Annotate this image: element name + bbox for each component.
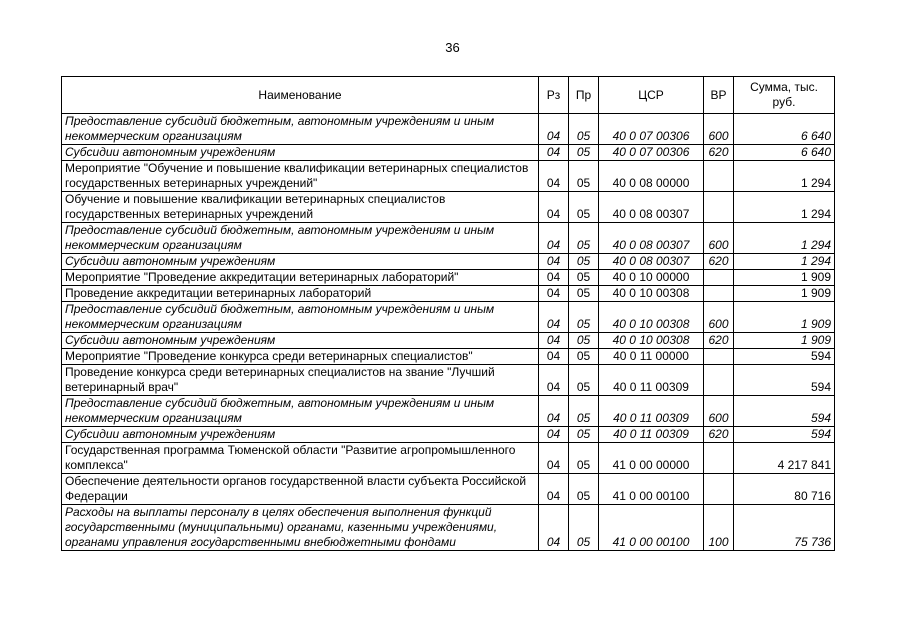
cell-sum: 594 xyxy=(734,396,835,427)
cell-rz: 04 xyxy=(539,223,569,254)
cell-name: Субсидии автономным учреждениям xyxy=(62,145,539,161)
cell-rz: 04 xyxy=(539,333,569,349)
cell-csr: 40 0 08 00307 xyxy=(599,223,704,254)
cell-vr: 620 xyxy=(704,333,734,349)
table-row xyxy=(62,223,835,254)
cell-name: Мероприятие "Проведение конкурса среди ветеринарных специалистов" xyxy=(62,349,539,365)
cell-vr xyxy=(704,286,734,302)
cell-rz: 04 xyxy=(539,286,569,302)
table-row xyxy=(62,270,835,286)
cell-rz: 04 xyxy=(539,505,569,551)
table-row xyxy=(62,365,835,396)
cell-rz: 04 xyxy=(539,396,569,427)
cell-csr: 40 0 07 00306 xyxy=(599,114,704,145)
cell-vr: 600 xyxy=(704,302,734,333)
cell-vr xyxy=(704,161,734,192)
cell-rz: 04 xyxy=(539,254,569,270)
header-rz: Рз xyxy=(539,77,569,114)
cell-name: Проведение аккредитации ветеринарных лабораторий xyxy=(62,286,539,302)
cell-csr: 41 0 00 00100 xyxy=(599,474,704,505)
cell-csr: 40 0 11 00309 xyxy=(599,365,704,396)
cell-vr xyxy=(704,443,734,474)
cell-csr: 40 0 11 00309 xyxy=(599,396,704,427)
cell-pr: 05 xyxy=(569,505,599,551)
cell-csr: 40 0 10 00308 xyxy=(599,302,704,333)
cell-rz: 04 xyxy=(539,349,569,365)
cell-pr: 05 xyxy=(569,349,599,365)
cell-name: Субсидии автономным учреждениям xyxy=(62,427,539,443)
cell-sum: 1 294 xyxy=(734,254,835,270)
cell-pr: 05 xyxy=(569,270,599,286)
cell-pr: 05 xyxy=(569,396,599,427)
cell-name: Субсидии автономным учреждениям xyxy=(62,254,539,270)
cell-sum: 1 294 xyxy=(734,192,835,223)
table-row xyxy=(62,161,835,192)
cell-vr: 600 xyxy=(704,114,734,145)
cell-csr: 40 0 11 00309 xyxy=(599,427,704,443)
cell-pr: 05 xyxy=(569,286,599,302)
cell-pr: 05 xyxy=(569,145,599,161)
table-row xyxy=(62,396,835,427)
cell-name: Расходы на выплаты персоналу в целях обеспечения выполнения функций государственными (муниципальными) органами, казенными учреждениями, органами управления государственными внебюджетными фондами xyxy=(62,505,539,551)
cell-sum: 1 294 xyxy=(734,223,835,254)
cell-sum: 75 736 xyxy=(734,505,835,551)
header-vr: ВР xyxy=(704,77,734,114)
cell-sum: 594 xyxy=(734,365,835,396)
cell-pr: 05 xyxy=(569,302,599,333)
table-row xyxy=(62,474,835,505)
cell-pr: 05 xyxy=(569,443,599,474)
cell-sum: 1 909 xyxy=(734,270,835,286)
header-csr: ЦСР xyxy=(599,77,704,114)
table-row xyxy=(62,302,835,333)
cell-csr: 40 0 07 00306 xyxy=(599,145,704,161)
cell-name: Предоставление субсидий бюджетным, автономным учреждениям и иным некоммерческим организациям xyxy=(62,223,539,254)
cell-sum: 594 xyxy=(734,427,835,443)
cell-rz: 04 xyxy=(539,427,569,443)
cell-csr: 40 0 08 00307 xyxy=(599,192,704,223)
cell-name: Предоставление субсидий бюджетным, автономным учреждениям и иным некоммерческим организациям xyxy=(62,396,539,427)
table-row xyxy=(62,333,835,349)
table-row xyxy=(62,505,835,551)
header-pr: Пр xyxy=(569,77,599,114)
cell-csr: 41 0 00 00000 xyxy=(599,443,704,474)
cell-csr: 41 0 00 00100 xyxy=(599,505,704,551)
cell-sum: 80 716 xyxy=(734,474,835,505)
cell-pr: 05 xyxy=(569,333,599,349)
cell-csr: 40 0 10 00308 xyxy=(599,333,704,349)
cell-name: Мероприятие "Обучение и повышение квалификации ветеринарных специалистов государственных ветеринарных учреждений" xyxy=(62,161,539,192)
cell-vr xyxy=(704,192,734,223)
table-row xyxy=(62,349,835,365)
cell-vr xyxy=(704,349,734,365)
cell-vr: 100 xyxy=(704,505,734,551)
cell-vr: 620 xyxy=(704,254,734,270)
cell-name: Обучение и повышение квалификации ветеринарных специалистов государственных ветеринарных учреждений xyxy=(62,192,539,223)
cell-name: Обеспечение деятельности органов государственной власти субъекта Российской Федерации xyxy=(62,474,539,505)
cell-vr xyxy=(704,365,734,396)
cell-pr: 05 xyxy=(569,223,599,254)
cell-pr: 05 xyxy=(569,427,599,443)
cell-name: Предоставление субсидий бюджетным, автономным учреждениям и иным некоммерческим организациям xyxy=(62,114,539,145)
page-number: 36 xyxy=(445,40,460,55)
table-body xyxy=(62,114,835,551)
cell-pr: 05 xyxy=(569,254,599,270)
cell-vr: 620 xyxy=(704,145,734,161)
cell-rz: 04 xyxy=(539,474,569,505)
budget-table xyxy=(61,76,835,551)
cell-name: Проведение конкурса среди ветеринарных специалистов на звание "Лучший ветеринарный врач" xyxy=(62,365,539,396)
header-name: Наименование xyxy=(62,77,539,114)
cell-vr: 600 xyxy=(704,223,734,254)
cell-sum: 1 909 xyxy=(734,286,835,302)
cell-rz: 04 xyxy=(539,443,569,474)
header-sum: Сумма, тыс. руб. xyxy=(734,77,835,114)
cell-pr: 05 xyxy=(569,114,599,145)
table-row xyxy=(62,145,835,161)
cell-csr: 40 0 11 00000 xyxy=(599,349,704,365)
cell-pr: 05 xyxy=(569,474,599,505)
table-row xyxy=(62,427,835,443)
cell-rz: 04 xyxy=(539,365,569,396)
table-row xyxy=(62,114,835,145)
cell-csr: 40 0 10 00000 xyxy=(599,270,704,286)
cell-vr xyxy=(704,270,734,286)
cell-pr: 05 xyxy=(569,192,599,223)
cell-vr xyxy=(704,474,734,505)
cell-pr: 05 xyxy=(569,161,599,192)
table-row xyxy=(62,286,835,302)
cell-rz: 04 xyxy=(539,302,569,333)
cell-rz: 04 xyxy=(539,270,569,286)
table-row xyxy=(62,443,835,474)
cell-rz: 04 xyxy=(539,145,569,161)
cell-pr: 05 xyxy=(569,365,599,396)
cell-sum: 1 909 xyxy=(734,302,835,333)
cell-vr: 600 xyxy=(704,396,734,427)
table-row xyxy=(62,192,835,223)
cell-name: Мероприятие "Проведение аккредитации ветеринарных лабораторий" xyxy=(62,270,539,286)
cell-sum: 4 217 841 xyxy=(734,443,835,474)
cell-csr: 40 0 08 00307 xyxy=(599,254,704,270)
cell-vr: 620 xyxy=(704,427,734,443)
table-row xyxy=(62,254,835,270)
cell-rz: 04 xyxy=(539,192,569,223)
table-header-row xyxy=(62,77,835,114)
cell-sum: 1 294 xyxy=(734,161,835,192)
cell-sum: 1 909 xyxy=(734,333,835,349)
cell-name: Субсидии автономным учреждениям xyxy=(62,333,539,349)
cell-sum: 6 640 xyxy=(734,114,835,145)
cell-csr: 40 0 10 00308 xyxy=(599,286,704,302)
cell-sum: 6 640 xyxy=(734,145,835,161)
cell-rz: 04 xyxy=(539,161,569,192)
cell-csr: 40 0 08 00000 xyxy=(599,161,704,192)
cell-name: Предоставление субсидий бюджетным, автономным учреждениям и иным некоммерческим организациям xyxy=(62,302,539,333)
cell-name: Государственная программа Тюменской области "Развитие агропромышленного комплекса" xyxy=(62,443,539,474)
cell-sum: 594 xyxy=(734,349,835,365)
cell-rz: 04 xyxy=(539,114,569,145)
